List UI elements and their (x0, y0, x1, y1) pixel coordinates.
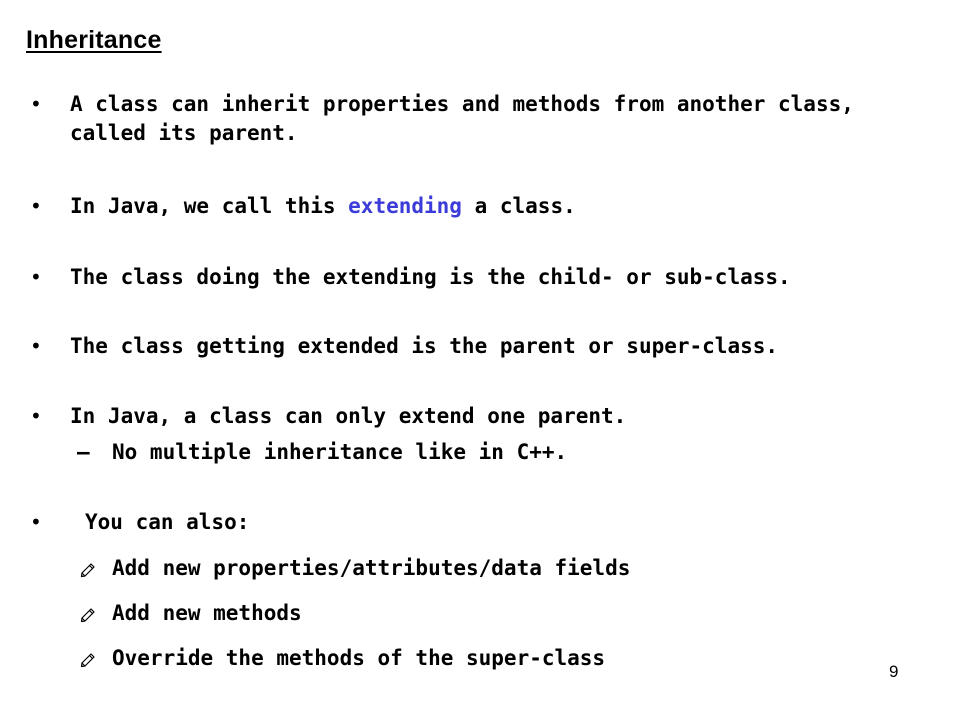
bullet-item-4 (0, 332, 960, 362)
bullet-dot-icon: • (30, 265, 42, 289)
bullet-text: The class getting extended is the parent or super-class. (70, 334, 779, 358)
bullet-text: In Java, a class can only extend one parent. (70, 404, 627, 428)
bullet-item-also (0, 508, 960, 538)
bullet-text-after: a class. (461, 194, 576, 218)
bullet-dot-icon: • (30, 404, 42, 428)
bullet-text-before: In Java, we call this (70, 194, 349, 218)
bullet-text: The class doing the extending is the child- or sub-class. (70, 265, 791, 289)
page-number: 9 (889, 662, 899, 681)
slide-title: Inheritance (26, 26, 162, 54)
dash-marker: – (77, 440, 90, 464)
also-item-text: Add new methods (112, 601, 302, 625)
also-label: You can also: (85, 510, 250, 534)
bullet-item-1 (0, 90, 960, 150)
also-item-3 (0, 644, 960, 674)
bullet-item-5 (0, 402, 960, 432)
also-item-1 (0, 554, 960, 584)
also-item-text: Override the methods of the super-class (112, 646, 606, 670)
bullet-dot-icon: • (30, 194, 42, 218)
bullet-text (70, 192, 576, 221)
bullet-item-2 (0, 192, 960, 222)
bullet-item-3 (0, 263, 960, 293)
keyword-extending: extending (348, 194, 462, 218)
also-item-text: Add new properties/attributes/data fields (112, 556, 631, 580)
sub-bullet-text: No multiple inheritance like in C++. (112, 440, 568, 464)
bullet-dot-icon: • (30, 334, 42, 358)
bullet-dot-icon: • (30, 92, 42, 116)
bullet-text: A class can inherit properties and methods from another class, called its parent. (70, 92, 854, 145)
pencil-icon (80, 650, 98, 668)
pencil-icon (80, 605, 98, 623)
sub-bullet-item (0, 438, 960, 468)
bullet-dot-icon: • (30, 510, 42, 534)
pencil-icon (80, 560, 98, 578)
also-item-2 (0, 599, 960, 629)
